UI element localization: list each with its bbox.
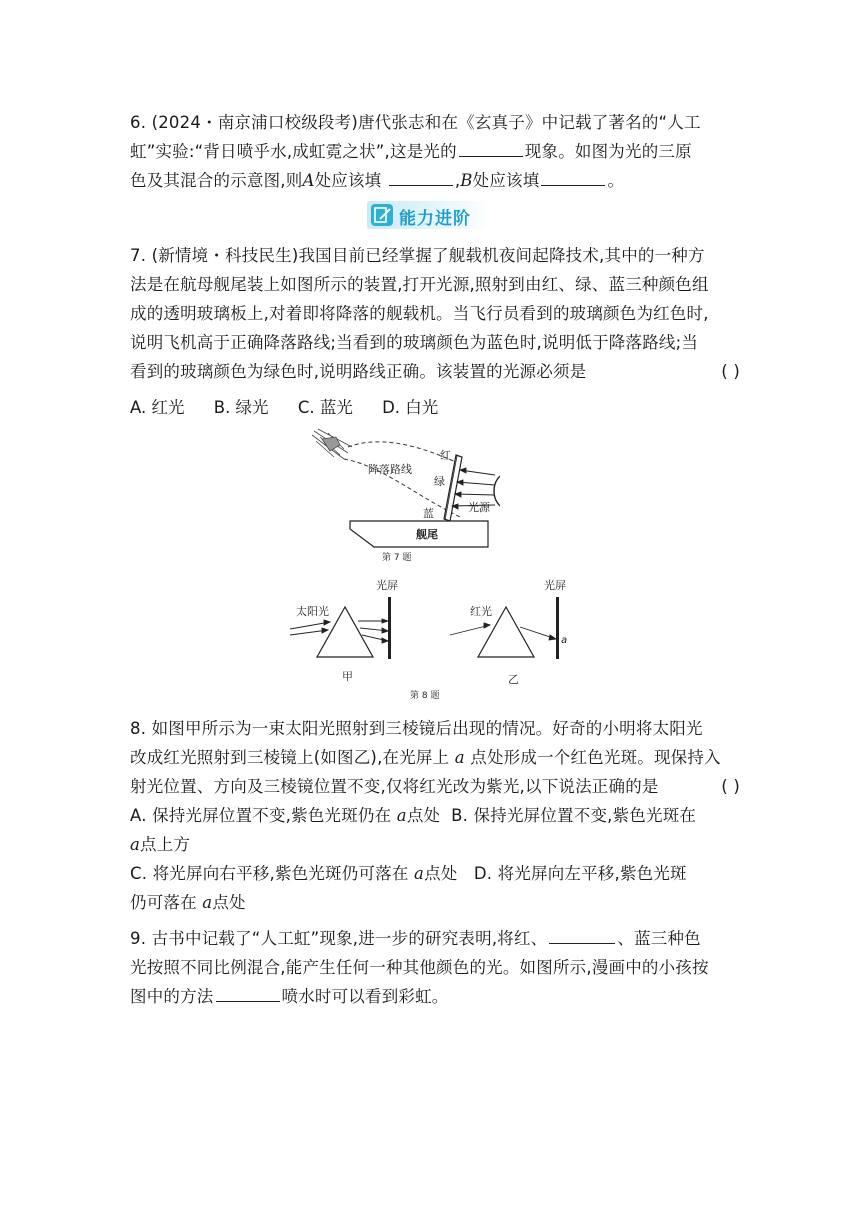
q9-line-3 [130,982,740,1011]
q6-line-2-text: 虹”实验:“背日喷乎水,成虹霓之状”,这是光的 [130,142,457,161]
label-yi: 乙 [508,673,519,686]
figure-8-prisms [290,575,590,705]
q8-option-b-rest: 点上方 [140,835,191,854]
q8-option-d-text2: 仍可落在 [130,893,197,912]
q9-line-3-rest: 喷水时可以看到彩虹。 [281,987,449,1006]
q6-line-3-mid2: 处应该填 [472,171,540,190]
q6-line-2-rest: 现象。如图为光的三原 [524,142,692,161]
figure-7-caption: 第 7 题 [382,553,412,563]
q8-option-b-cont [130,830,740,859]
q6-line-3: 色及其混合的示意图,则A处应该填 ,B处应该填 。 [130,166,740,195]
q8-line-2 [130,743,740,772]
q8-line-3-text: 射光位置、方向及三棱镜位置不变,仅将红光改为紫光,以下说法正确的是 [130,777,659,796]
q9-line-3-text: 图中的方法 [130,987,214,1006]
q6-line-1: 6. (2024・南京浦口校级段考)唐代张志和在《玄真子》中记载了著名的“人工 [130,113,701,132]
q7-option-d[interactable]: D. 白光 [382,398,439,417]
q6-line-2 [130,137,740,166]
label-light-source: 光源 [468,501,490,514]
q8-line-2-text: 改成红光照射到三棱镜上(如图乙),在光屏上 [130,748,450,767]
q9-blank-2[interactable] [216,983,280,1002]
q8-option-d-rest: 点处 [212,893,246,912]
figure-7-landing-device [300,425,500,570]
q7-line-1: 7. (新情境・科技民生)我国目前已经掌握了舰载机夜间起降技术,其中的一种方 [130,246,705,265]
label-red-light: 红光 [470,605,492,618]
figure-8-caption: 第 8 题 [410,691,440,701]
q8-option-a-var: a [396,806,407,825]
q8-option-d-cont [130,888,740,917]
q8-option-d[interactable]: D. 将光屏向左平移,紫色光斑 [473,864,687,883]
q8-option-c-text: C. 将光屏向右平移,紫色光斑仍可落在 [130,864,409,883]
q9-line-2: 光按照不同比例混合,能产生任何一种其他颜色的光。如图所示,漫画中的小孩按 [130,958,709,977]
q9-line-1-text: 9. 古书中记载了“人工虹”现象,进一步的研究表明,将红、 [130,929,548,948]
q8-option-d-var: a [202,893,213,912]
question-6 [130,108,740,195]
q6-blank-3[interactable] [541,167,605,186]
label-sunlight: 太阳光 [296,605,329,618]
q7-option-c[interactable]: C. 蓝光 [297,398,353,417]
q7-line-3: 成的透明玻璃板上,对着即将降落的舰载机。当飞行员看到的玻璃颜色为红色时, [130,304,709,323]
question-9 [130,924,740,1011]
q7-line-4: 说明飞机高于正确降落路线;当看到的玻璃颜色为蓝色时,说明低于降落路线;当 [130,333,699,352]
lamp-icon [494,474,500,508]
q6-line-3-text: 色及其混合的示意图,则 [130,171,303,190]
label-jia: 甲 [342,670,353,683]
q7-line-2: 法是在航母舰尾装上如图所示的装置,打开光源,照射到由红、绿、蓝三种颜色组 [130,275,709,294]
q8-line-3 [130,772,740,801]
aircraft-icon [312,429,352,459]
q6-line-3-mid: 处应该填 [314,171,382,190]
q6-var-a: A [302,171,315,190]
label-ship-tail: 舰尾 [416,528,438,541]
q8-option-a[interactable] [130,806,440,825]
q7-answer-paren[interactable]: ( ) [721,362,740,381]
q8-options-ab [130,801,740,830]
q9-line-1-rest: 、蓝三种色 [617,929,701,948]
figure-8-left [290,578,398,683]
question-8 [130,714,740,917]
q8-option-b-var: a [130,835,141,854]
q8-option-a-rest: 点处 [406,806,441,825]
q8-option-c-var: a [414,864,425,883]
label-point-a: a [561,635,568,646]
q9-line-1 [130,924,740,953]
q8-line-1: 8. 如图甲所示为一束太阳光照射到三棱镜后出现的情况。好奇的小明将太阳光 [130,719,703,738]
q8-answer-paren[interactable]: ( ) [721,777,740,796]
figure-8-right [450,578,567,686]
q6-blank-2[interactable] [389,167,453,186]
q8-options-cd [130,859,740,888]
label-screen-right: 光屏 [544,579,566,592]
q8-var-a: a [454,748,465,767]
q7-line-5 [130,357,740,386]
q7-option-a[interactable]: A. 红光 [130,398,185,417]
q7-options [130,394,462,418]
q8-option-c[interactable] [130,864,457,883]
q6-var-b: B [460,171,473,190]
q8-option-a-text: A. 保持光屏位置不变,紫色光斑仍在 [130,806,392,825]
label-screen-left: 光屏 [376,579,398,592]
question-7 [130,241,740,386]
label-landing-path: 降落路线 [368,463,412,476]
q8-option-c-rest: 点处 [424,864,458,883]
screen-left [388,597,391,659]
q8-line-2-rest: 点处形成一个红色光斑。现保持入 [470,748,721,767]
q6-line-3-end: 。 [607,171,625,190]
section-banner [367,201,491,229]
q7-line-5-text: 看到的玻璃颜色为绿色时,说明路线正确。该装置的光源必须是 [130,362,587,381]
q7-option-b[interactable]: B. 绿光 [213,398,269,417]
label-green: 绿 [434,475,445,488]
q6-blank-1[interactable] [459,138,523,157]
banner-title: 能力进阶 [399,209,471,229]
q9-blank-1[interactable] [549,925,615,944]
pencil-note-icon [371,204,393,226]
screen-right [556,597,559,659]
label-blue: 蓝 [423,507,434,520]
q8-option-b[interactable]: B. 保持光屏位置不变,紫色光斑在 [451,806,697,825]
label-red: 红 [440,449,451,462]
